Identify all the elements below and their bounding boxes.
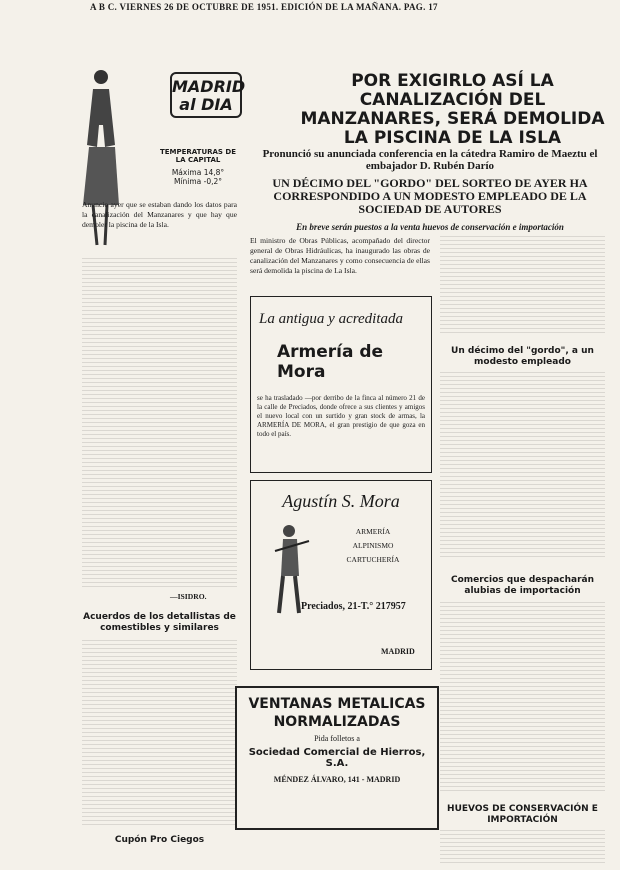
page-header: A B C. VIERNES 26 DE OCTUBRE DE 1951. EDICIÓN DE LA MAÑANA. PAG. 17 [90,2,438,12]
main-headline: POR EXIGIRLO ASÍ LA CANALIZACIÓN DEL MANZANARES, SERÁ DEMOLIDA LA PISCINA DE LA ISLA [300,71,605,148]
second-headline: UN DÉCIMO DEL "GORDO" DEL SORTEO DE AYER HA CORRESPONDIDO A UN MODESTO EMPLEADO DE LA SOCIEDAD DE AUTORES [272,176,588,216]
mid-intro-paragraph: El ministro de Obras Públicas, acompañado del director general de Obras Hidráulicas, ha inaugurado las obras de canalización del Manzanares y como consecuencia de ellas será demolida la piscina de La Isla. [250,236,430,275]
huevos-body-text [440,830,605,865]
mora-line-armeria: ARMERÍA [355,527,391,536]
detallistas-heading: Acuerdos de los detallistas de comestibles y similares [83,612,236,633]
mora-line-alpinismo: ALPINISMO [352,541,394,550]
left-column-body-text [82,258,237,588]
main-subheadline: Pronunció su anunciada conferencia en la cátedra Ramiro de Maeztu el embajador D. Rubén Darío [262,148,598,172]
armeria-advertisement: La antigua y acreditada Armería de Mora se ha trasladado —por derribo de la finca al número 21 de la calle de Preciados, donde ofrece a sus clientes y amigos el nuevo local con un surtido y gran stock de armas, la ARMERÍA DE MORA, el gran prestigio de que goza en todo el país. [250,296,432,473]
mora-city: MADRID [381,647,415,656]
weather-box: TEMPERATURAS DE LA CAPITAL Máxima 14,8° Mínima -0,2° [159,148,237,186]
detallistas-body-text [82,640,237,825]
opening-paragraph: Anuncio ayer que se estaban dando los datos para la canalización del Manzanares y que hay que demoler la piscina de la Isla. [82,200,237,229]
ventanas-advertisement: VENTANAS METALICAS NORMALIZADAS Pida folletos a Sociedad Comercial de Hierros, S.A. MÉNDEZ ÁLVARO, 141 - MADRID [235,686,439,830]
mora-line-cartucheria: CARTUCHERÍA [346,555,400,564]
huevos-heading: HUEVOS DE CONSERVACIÓN E IMPORTACIÓN [447,804,598,825]
cupon-heading: Cupón Pro Ciegos [114,835,205,845]
column-signature: —ISIDRO. [170,592,207,601]
alubias-heading: Comercios que despacharán alubias de importación [450,575,595,596]
right-column-body-text [440,236,605,336]
decimo-gordo-body-text [440,372,605,560]
mora-address: Preciados, 21-T.° 217957 [301,601,406,612]
third-headline: En breve serán puestos a la venta huevos de conservación e importación [296,222,564,232]
agustin-mora-advertisement: Agustín S. Mora ARMERÍA ALPINISMO CARTUCHERÍA Preciados, 21-T.° 217957 MADRID [250,480,432,670]
madrid-al-dia-logo: MADRID al DIA [170,72,242,118]
alubias-body-text [440,602,605,792]
decimo-gordo-heading: Un décimo del "gordo", a un modesto empleado [451,346,594,367]
